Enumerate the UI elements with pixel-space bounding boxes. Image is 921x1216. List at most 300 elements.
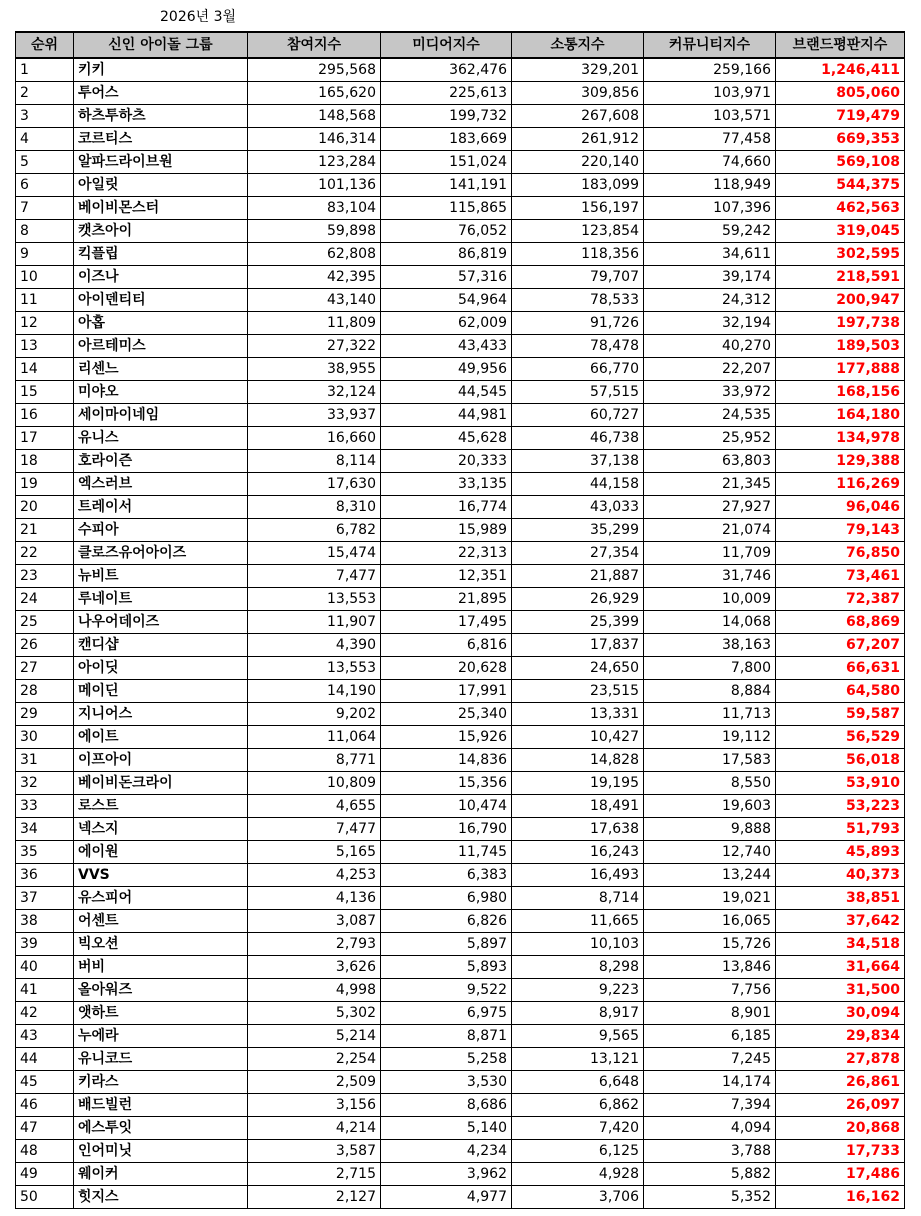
cell-group-name: 호라이즌 xyxy=(74,450,248,473)
cell-rank: 8 xyxy=(16,220,74,243)
cell-community: 24,312 xyxy=(644,289,776,312)
cell-communication: 8,714 xyxy=(512,887,644,910)
cell-media: 43,433 xyxy=(381,335,512,358)
cell-group-name: 아홉 xyxy=(74,312,248,335)
cell-rank: 25 xyxy=(16,611,74,634)
header-group: 신인 아이돌 그룹 xyxy=(74,32,248,58)
cell-rank: 28 xyxy=(16,680,74,703)
cell-rank: 20 xyxy=(16,496,74,519)
cell-rank: 22 xyxy=(16,542,74,565)
cell-media: 10,474 xyxy=(381,795,512,818)
table-row xyxy=(16,335,905,358)
cell-group-name: 루네이트 xyxy=(74,588,248,611)
cell-rank: 4 xyxy=(16,128,74,151)
cell-communication: 4,928 xyxy=(512,1163,644,1186)
cell-community: 21,074 xyxy=(644,519,776,542)
cell-participation: 2,509 xyxy=(248,1071,381,1094)
table-row xyxy=(16,542,905,565)
cell-rank: 37 xyxy=(16,887,74,910)
cell-communication: 8,917 xyxy=(512,1002,644,1025)
cell-brand-index: 59,587 xyxy=(776,703,905,726)
cell-media: 141,191 xyxy=(381,174,512,197)
cell-participation: 16,660 xyxy=(248,427,381,450)
cell-group-name: 나우어데이즈 xyxy=(74,611,248,634)
cell-rank: 42 xyxy=(16,1002,74,1025)
cell-group-name: 메이딘 xyxy=(74,680,248,703)
cell-media: 16,774 xyxy=(381,496,512,519)
table-row xyxy=(16,1025,905,1048)
cell-media: 3,962 xyxy=(381,1163,512,1186)
cell-participation: 27,322 xyxy=(248,335,381,358)
cell-rank: 46 xyxy=(16,1094,74,1117)
cell-brand-index: 53,910 xyxy=(776,772,905,795)
cell-communication: 17,638 xyxy=(512,818,644,841)
cell-media: 5,140 xyxy=(381,1117,512,1140)
cell-group-name: 엑스러브 xyxy=(74,473,248,496)
cell-communication: 66,770 xyxy=(512,358,644,381)
cell-rank: 11 xyxy=(16,289,74,312)
cell-rank: 5 xyxy=(16,151,74,174)
cell-communication: 156,197 xyxy=(512,197,644,220)
cell-communication: 6,648 xyxy=(512,1071,644,1094)
cell-media: 8,871 xyxy=(381,1025,512,1048)
cell-communication: 24,650 xyxy=(512,657,644,680)
cell-communication: 9,223 xyxy=(512,979,644,1002)
cell-participation: 8,310 xyxy=(248,496,381,519)
cell-communication: 16,493 xyxy=(512,864,644,887)
table-row xyxy=(16,841,905,864)
cell-rank: 18 xyxy=(16,450,74,473)
cell-media: 16,790 xyxy=(381,818,512,841)
cell-brand-index: 64,580 xyxy=(776,680,905,703)
cell-media: 3,530 xyxy=(381,1071,512,1094)
table-row xyxy=(16,174,905,197)
cell-community: 31,746 xyxy=(644,565,776,588)
table-row xyxy=(16,703,905,726)
cell-rank: 7 xyxy=(16,197,74,220)
cell-group-name: VVS xyxy=(74,864,248,887)
cell-brand-index: 31,664 xyxy=(776,956,905,979)
cell-community: 34,611 xyxy=(644,243,776,266)
cell-brand-index: 302,595 xyxy=(776,243,905,266)
cell-participation: 5,214 xyxy=(248,1025,381,1048)
cell-brand-index: 218,591 xyxy=(776,266,905,289)
cell-communication: 3,706 xyxy=(512,1186,644,1209)
cell-participation: 13,553 xyxy=(248,588,381,611)
cell-participation: 4,136 xyxy=(248,887,381,910)
table-row xyxy=(16,634,905,657)
cell-rank: 6 xyxy=(16,174,74,197)
cell-media: 44,545 xyxy=(381,381,512,404)
cell-communication: 78,533 xyxy=(512,289,644,312)
cell-community: 19,112 xyxy=(644,726,776,749)
cell-brand-index: 40,373 xyxy=(776,864,905,887)
cell-community: 24,535 xyxy=(644,404,776,427)
cell-participation: 7,477 xyxy=(248,818,381,841)
cell-brand-index: 68,869 xyxy=(776,611,905,634)
table-row xyxy=(16,956,905,979)
header-brand: 브랜드평판지수 xyxy=(776,32,905,58)
cell-community: 74,660 xyxy=(644,151,776,174)
cell-rank: 16 xyxy=(16,404,74,427)
cell-communication: 10,103 xyxy=(512,933,644,956)
cell-group-name: 유니코드 xyxy=(74,1048,248,1071)
table-row xyxy=(16,1186,905,1209)
cell-media: 225,613 xyxy=(381,82,512,105)
table-row xyxy=(16,404,905,427)
cell-communication: 220,140 xyxy=(512,151,644,174)
cell-brand-index: 96,046 xyxy=(776,496,905,519)
header-communication: 소통지수 xyxy=(512,32,644,58)
cell-communication: 329,201 xyxy=(512,58,644,82)
cell-media: 20,333 xyxy=(381,450,512,473)
cell-media: 9,522 xyxy=(381,979,512,1002)
cell-community: 14,174 xyxy=(644,1071,776,1094)
header-participation: 참여지수 xyxy=(248,32,381,58)
cell-communication: 17,837 xyxy=(512,634,644,657)
cell-communication: 8,298 xyxy=(512,956,644,979)
cell-communication: 10,427 xyxy=(512,726,644,749)
cell-brand-index: 129,388 xyxy=(776,450,905,473)
cell-community: 6,185 xyxy=(644,1025,776,1048)
cell-brand-index: 67,207 xyxy=(776,634,905,657)
cell-participation: 148,568 xyxy=(248,105,381,128)
cell-brand-index: 73,461 xyxy=(776,565,905,588)
cell-media: 33,135 xyxy=(381,473,512,496)
table-row xyxy=(16,58,905,82)
cell-community: 22,207 xyxy=(644,358,776,381)
cell-communication: 44,158 xyxy=(512,473,644,496)
cell-group-name: 베이비돈크라이 xyxy=(74,772,248,795)
table-row xyxy=(16,220,905,243)
cell-brand-index: 37,642 xyxy=(776,910,905,933)
cell-brand-index: 79,143 xyxy=(776,519,905,542)
cell-brand-index: 462,563 xyxy=(776,197,905,220)
cell-community: 12,740 xyxy=(644,841,776,864)
cell-community: 32,194 xyxy=(644,312,776,335)
cell-brand-index: 51,793 xyxy=(776,818,905,841)
cell-communication: 60,727 xyxy=(512,404,644,427)
cell-group-name: 이즈나 xyxy=(74,266,248,289)
cell-communication: 78,478 xyxy=(512,335,644,358)
cell-rank: 15 xyxy=(16,381,74,404)
cell-communication: 6,862 xyxy=(512,1094,644,1117)
cell-group-name: 코르티스 xyxy=(74,128,248,151)
cell-community: 13,846 xyxy=(644,956,776,979)
cell-group-name: 로스트 xyxy=(74,795,248,818)
table-row xyxy=(16,565,905,588)
cell-group-name: 유스피어 xyxy=(74,887,248,910)
cell-brand-index: 29,834 xyxy=(776,1025,905,1048)
table-row xyxy=(16,496,905,519)
table-row xyxy=(16,611,905,634)
cell-group-name: 키라스 xyxy=(74,1071,248,1094)
cell-participation: 38,955 xyxy=(248,358,381,381)
cell-participation: 2,793 xyxy=(248,933,381,956)
cell-group-name: 버비 xyxy=(74,956,248,979)
cell-community: 7,394 xyxy=(644,1094,776,1117)
cell-brand-index: 116,269 xyxy=(776,473,905,496)
cell-community: 21,345 xyxy=(644,473,776,496)
cell-brand-index: 26,097 xyxy=(776,1094,905,1117)
cell-group-name: 유니스 xyxy=(74,427,248,450)
cell-media: 76,052 xyxy=(381,220,512,243)
table-row xyxy=(16,1048,905,1071)
cell-communication: 26,929 xyxy=(512,588,644,611)
cell-brand-index: 34,518 xyxy=(776,933,905,956)
cell-participation: 11,809 xyxy=(248,312,381,335)
cell-community: 259,166 xyxy=(644,58,776,82)
table-row xyxy=(16,1071,905,1094)
cell-group-name: 누에라 xyxy=(74,1025,248,1048)
cell-rank: 45 xyxy=(16,1071,74,1094)
cell-participation: 4,214 xyxy=(248,1117,381,1140)
cell-participation: 3,626 xyxy=(248,956,381,979)
cell-communication: 35,299 xyxy=(512,519,644,542)
cell-brand-index: 16,162 xyxy=(776,1186,905,1209)
table-row xyxy=(16,933,905,956)
cell-media: 5,893 xyxy=(381,956,512,979)
cell-brand-index: 31,500 xyxy=(776,979,905,1002)
cell-participation: 15,474 xyxy=(248,542,381,565)
cell-group-name: 킥플립 xyxy=(74,243,248,266)
cell-brand-index: 1,246,411 xyxy=(776,58,905,82)
cell-communication: 16,243 xyxy=(512,841,644,864)
cell-media: 17,991 xyxy=(381,680,512,703)
cell-group-name: 배드빌런 xyxy=(74,1094,248,1117)
cell-group-name: 어센트 xyxy=(74,910,248,933)
cell-rank: 31 xyxy=(16,749,74,772)
header-community: 커뮤니티지수 xyxy=(644,32,776,58)
cell-community: 7,245 xyxy=(644,1048,776,1071)
cell-group-name: 아일릿 xyxy=(74,174,248,197)
cell-communication: 123,854 xyxy=(512,220,644,243)
cell-rank: 24 xyxy=(16,588,74,611)
cell-participation: 14,190 xyxy=(248,680,381,703)
table-row xyxy=(16,680,905,703)
table-row xyxy=(16,979,905,1002)
cell-rank: 12 xyxy=(16,312,74,335)
table-row xyxy=(16,772,905,795)
cell-group-name: 트레이서 xyxy=(74,496,248,519)
cell-group-name: 에이원 xyxy=(74,841,248,864)
cell-communication: 79,707 xyxy=(512,266,644,289)
cell-community: 11,709 xyxy=(644,542,776,565)
cell-group-name: 앳하트 xyxy=(74,1002,248,1025)
cell-communication: 309,856 xyxy=(512,82,644,105)
cell-group-name: 캣츠아이 xyxy=(74,220,248,243)
cell-participation: 2,127 xyxy=(248,1186,381,1209)
cell-group-name: 에이트 xyxy=(74,726,248,749)
table-row xyxy=(16,1163,905,1186)
cell-rank: 32 xyxy=(16,772,74,795)
cell-community: 9,888 xyxy=(644,818,776,841)
cell-group-name: 뉴비트 xyxy=(74,565,248,588)
table-row xyxy=(16,818,905,841)
cell-brand-index: 53,223 xyxy=(776,795,905,818)
cell-participation: 2,715 xyxy=(248,1163,381,1186)
cell-brand-index: 197,738 xyxy=(776,312,905,335)
cell-media: 21,895 xyxy=(381,588,512,611)
cell-rank: 13 xyxy=(16,335,74,358)
cell-brand-index: 134,978 xyxy=(776,427,905,450)
cell-participation: 146,314 xyxy=(248,128,381,151)
cell-community: 17,583 xyxy=(644,749,776,772)
cell-participation: 7,477 xyxy=(248,565,381,588)
cell-rank: 43 xyxy=(16,1025,74,1048)
cell-rank: 41 xyxy=(16,979,74,1002)
cell-rank: 47 xyxy=(16,1117,74,1140)
cell-participation: 6,782 xyxy=(248,519,381,542)
cell-participation: 4,655 xyxy=(248,795,381,818)
cell-media: 86,819 xyxy=(381,243,512,266)
cell-communication: 13,121 xyxy=(512,1048,644,1071)
cell-participation: 3,156 xyxy=(248,1094,381,1117)
cell-brand-index: 66,631 xyxy=(776,657,905,680)
header-rank: 순위 xyxy=(16,32,74,58)
table-row xyxy=(16,749,905,772)
cell-brand-index: 189,503 xyxy=(776,335,905,358)
cell-media: 4,234 xyxy=(381,1140,512,1163)
table-row xyxy=(16,105,905,128)
cell-participation: 8,114 xyxy=(248,450,381,473)
cell-media: 15,989 xyxy=(381,519,512,542)
table-row xyxy=(16,450,905,473)
cell-brand-index: 30,094 xyxy=(776,1002,905,1025)
cell-community: 15,726 xyxy=(644,933,776,956)
cell-community: 10,009 xyxy=(644,588,776,611)
cell-media: 12,351 xyxy=(381,565,512,588)
cell-group-name: 넥스지 xyxy=(74,818,248,841)
table-row xyxy=(16,381,905,404)
cell-communication: 91,726 xyxy=(512,312,644,335)
cell-media: 362,476 xyxy=(381,58,512,82)
cell-community: 59,242 xyxy=(644,220,776,243)
cell-group-name: 지니어스 xyxy=(74,703,248,726)
cell-group-name: 아이덴티티 xyxy=(74,289,248,312)
cell-rank: 21 xyxy=(16,519,74,542)
table-row xyxy=(16,795,905,818)
cell-group-name: 인어미닛 xyxy=(74,1140,248,1163)
cell-communication: 11,665 xyxy=(512,910,644,933)
table-row xyxy=(16,588,905,611)
cell-group-name: 수피아 xyxy=(74,519,248,542)
cell-participation: 5,302 xyxy=(248,1002,381,1025)
cell-brand-index: 76,850 xyxy=(776,542,905,565)
cell-group-name: 하츠투하츠 xyxy=(74,105,248,128)
cell-rank: 26 xyxy=(16,634,74,657)
cell-media: 15,356 xyxy=(381,772,512,795)
cell-media: 15,926 xyxy=(381,726,512,749)
cell-rank: 40 xyxy=(16,956,74,979)
cell-media: 57,316 xyxy=(381,266,512,289)
cell-brand-index: 168,156 xyxy=(776,381,905,404)
cell-participation: 32,124 xyxy=(248,381,381,404)
cell-group-name: 베이비몬스터 xyxy=(74,197,248,220)
table-row xyxy=(16,358,905,381)
table-row xyxy=(16,1002,905,1025)
table-row xyxy=(16,519,905,542)
cell-rank: 23 xyxy=(16,565,74,588)
cell-brand-index: 569,108 xyxy=(776,151,905,174)
cell-brand-index: 719,479 xyxy=(776,105,905,128)
cell-participation: 101,136 xyxy=(248,174,381,197)
cell-rank: 29 xyxy=(16,703,74,726)
cell-brand-index: 72,387 xyxy=(776,588,905,611)
cell-communication: 23,515 xyxy=(512,680,644,703)
cell-media: 6,980 xyxy=(381,887,512,910)
cell-community: 39,174 xyxy=(644,266,776,289)
cell-group-name: 이프아이 xyxy=(74,749,248,772)
brand-reputation-table xyxy=(15,31,905,1209)
cell-communication: 6,125 xyxy=(512,1140,644,1163)
table-row xyxy=(16,266,905,289)
cell-community: 38,163 xyxy=(644,634,776,657)
cell-communication: 183,099 xyxy=(512,174,644,197)
table-row xyxy=(16,1094,905,1117)
table-row xyxy=(16,243,905,266)
cell-community: 5,352 xyxy=(644,1186,776,1209)
cell-brand-index: 56,529 xyxy=(776,726,905,749)
cell-brand-index: 27,878 xyxy=(776,1048,905,1071)
cell-community: 63,803 xyxy=(644,450,776,473)
cell-communication: 7,420 xyxy=(512,1117,644,1140)
cell-community: 13,244 xyxy=(644,864,776,887)
cell-communication: 57,515 xyxy=(512,381,644,404)
cell-brand-index: 45,893 xyxy=(776,841,905,864)
cell-community: 8,901 xyxy=(644,1002,776,1025)
cell-brand-index: 177,888 xyxy=(776,358,905,381)
header-row xyxy=(16,32,905,58)
cell-media: 151,024 xyxy=(381,151,512,174)
cell-media: 14,836 xyxy=(381,749,512,772)
cell-group-name: 키키 xyxy=(74,58,248,82)
cell-community: 8,884 xyxy=(644,680,776,703)
cell-media: 6,816 xyxy=(381,634,512,657)
cell-community: 77,458 xyxy=(644,128,776,151)
table-row xyxy=(16,151,905,174)
cell-group-name: 클로즈유어아이즈 xyxy=(74,542,248,565)
cell-media: 45,628 xyxy=(381,427,512,450)
cell-community: 19,021 xyxy=(644,887,776,910)
table-row xyxy=(16,128,905,151)
cell-community: 8,550 xyxy=(644,772,776,795)
cell-group-name: 알파드라이브원 xyxy=(74,151,248,174)
cell-participation: 2,254 xyxy=(248,1048,381,1071)
cell-group-name: 세이마이네임 xyxy=(74,404,248,427)
table-row xyxy=(16,657,905,680)
cell-media: 5,897 xyxy=(381,933,512,956)
cell-community: 11,713 xyxy=(644,703,776,726)
cell-rank: 17 xyxy=(16,427,74,450)
cell-media: 62,009 xyxy=(381,312,512,335)
cell-rank: 38 xyxy=(16,910,74,933)
cell-rank: 36 xyxy=(16,864,74,887)
cell-community: 7,756 xyxy=(644,979,776,1002)
cell-communication: 37,138 xyxy=(512,450,644,473)
cell-group-name: 미야오 xyxy=(74,381,248,404)
cell-media: 4,977 xyxy=(381,1186,512,1209)
cell-brand-index: 805,060 xyxy=(776,82,905,105)
cell-brand-index: 17,486 xyxy=(776,1163,905,1186)
cell-participation: 10,809 xyxy=(248,772,381,795)
table-row xyxy=(16,887,905,910)
cell-community: 25,952 xyxy=(644,427,776,450)
cell-rank: 14 xyxy=(16,358,74,381)
cell-media: 115,865 xyxy=(381,197,512,220)
cell-group-name: 아르테미스 xyxy=(74,335,248,358)
cell-community: 5,882 xyxy=(644,1163,776,1186)
